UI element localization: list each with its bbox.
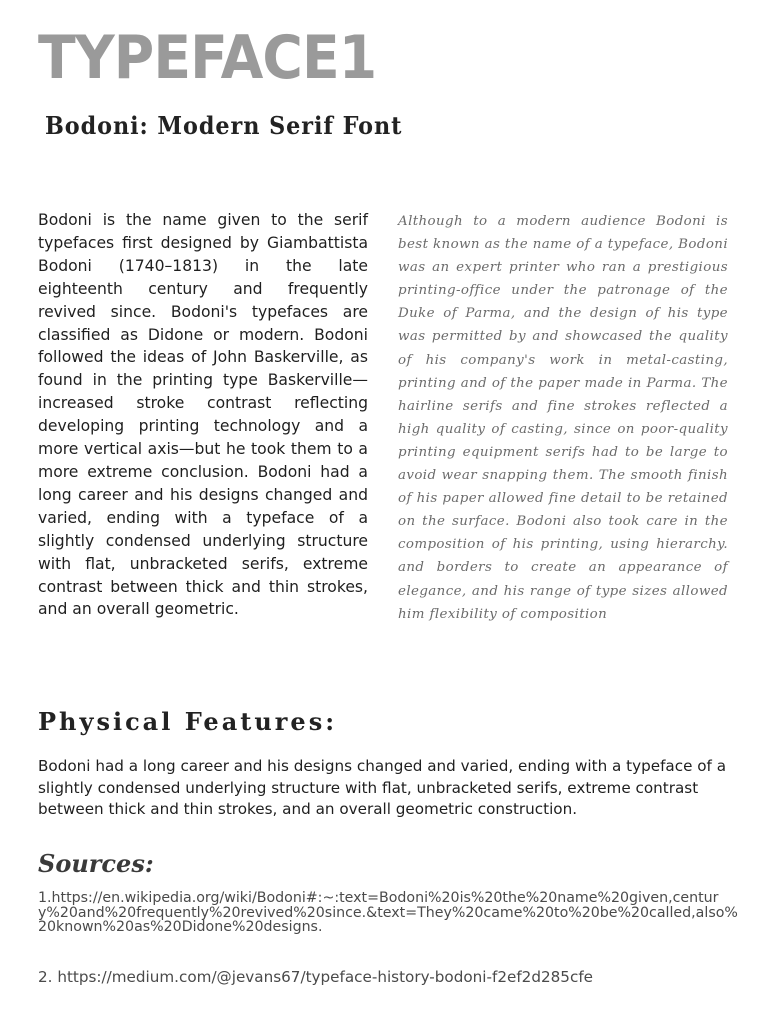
source-item-2[interactable] <box>38 967 738 987</box>
physical-features-heading: Physical Features: <box>38 707 338 736</box>
source-link-2[interactable]: 2. https://medium.com/@jevans67/typeface-history-bodoni-f2ef2d285cfe <box>38 968 594 986</box>
physical-features-text: Bodoni had a long career and his designs changed and varied, ending with a typeface of a slightly condensed underlying structure with flat, unbracketed serifs, extreme contrast between thick and thin strokes, and an overall geometric construction. <box>38 757 727 818</box>
page-title: TYPEFACE1 <box>38 23 377 93</box>
page-subtitle: Bodoni: Modern Serif Font <box>45 111 403 140</box>
sources-heading: Sources: <box>38 849 154 878</box>
source-item-1[interactable] <box>38 891 738 935</box>
intro-right-paragraph: Although to a modern audience Bodoni is best known as the name of a typeface, Bodoni was an expert printer who ran a prestigious printing-office under the patronage of the Duke of Parma, and the design of his type was permitted by and showcased the quality of his company's work in metal-casting, printing and of the paper made in Parma. The hairline serifs and fine strokes reflected a high quality of casting, since on poor-quality printing equipment serifs had to be large to avoid wear snapping them. The smooth finish of his paper allowed fine detail to be retained on the surface. Bodoni also took care in the composition of his printing, using hierarchy. and borders to create an appearance of elegance, and his range of type sizes allowed him flexibility of composition <box>398 214 728 622</box>
intro-left-paragraph: Bodoni is the name given to the serif typefaces first designed by Giambattista Bodoni (1740–1813) in the late eighteenth century and frequently revived since. Bodoni's typefaces are classified as Didone or modern. Bodoni followed the ideas of John Baskerville, as found in the printing type Baskerville—increased stroke contrast reflecting developing printing technology and a more vertical axis—but he took them to a more extreme conclusion. Bodoni had a long career and his designs changed and varied, ending with a typeface of a slightly condensed underlying structure with flat, unbracketed serifs, extreme contrast between thick and thin strokes, and an overall geometric. <box>38 211 368 619</box>
source-link-1[interactable]: 1.https://en.wikipedia.org/wiki/Bodoni#:~:text=Bodoni%20is%20the%20name%20given,century%20and%20frequently%20revived%20since.&text=They%20came%20to%20be%20called,also%20known%20as%20Didone%20designs. <box>38 890 738 935</box>
